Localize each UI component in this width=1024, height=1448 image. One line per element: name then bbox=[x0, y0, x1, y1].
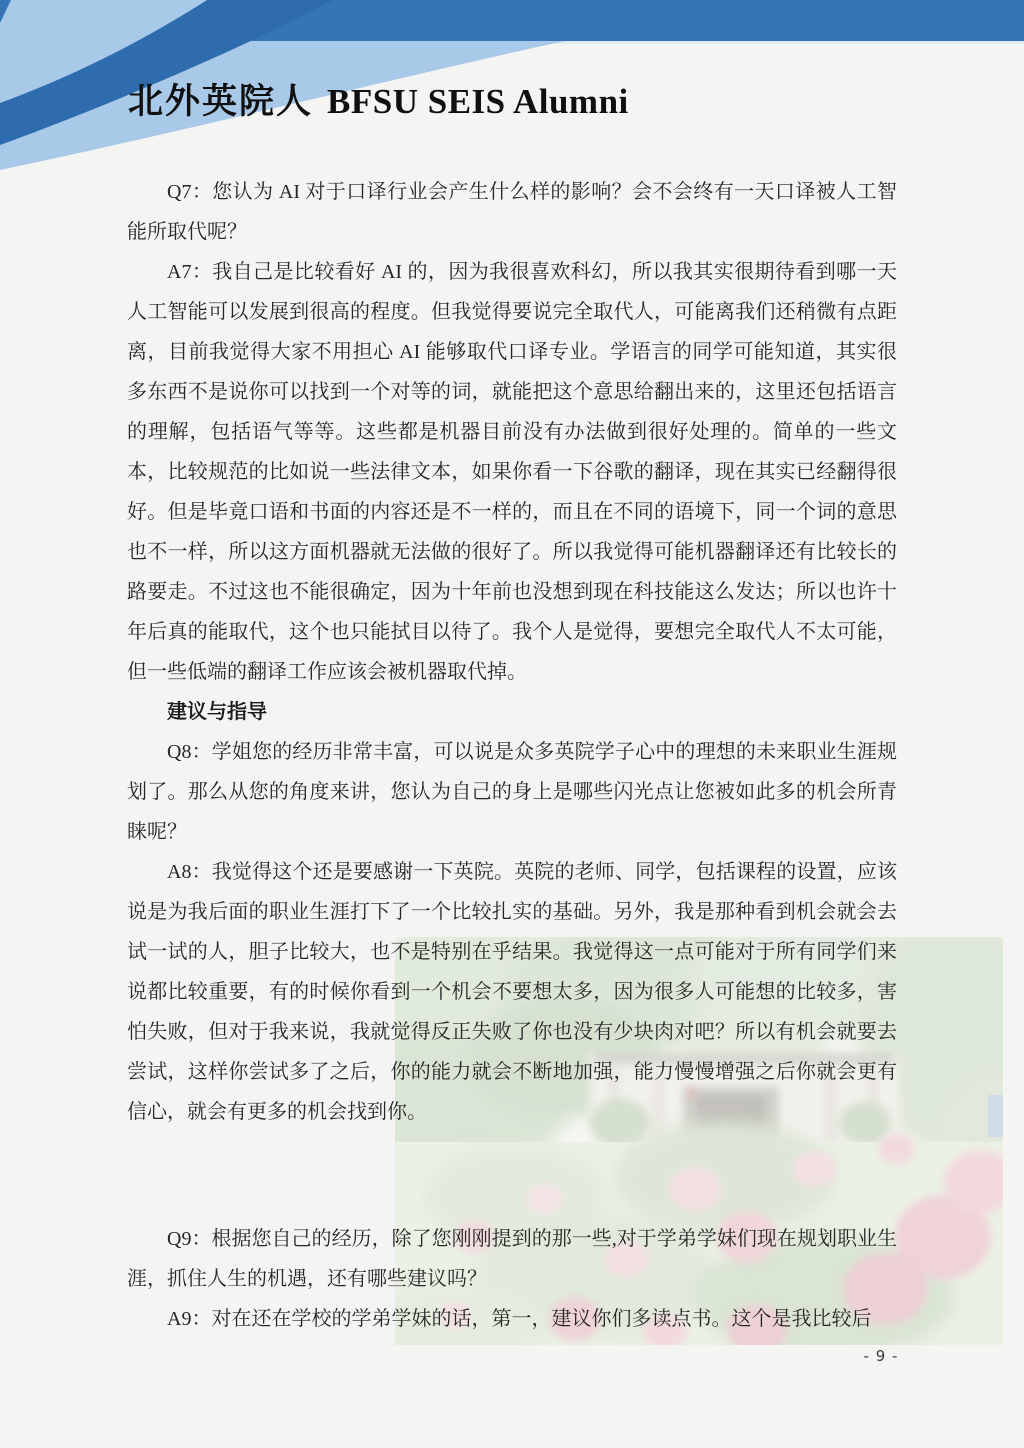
paragraph-a7: A7：我自己是比较看好 AI 的，因为我很喜欢科幻，所以我其实很期待看到哪一天人工智能可以发展到很高的程度。但我觉得要说完全取代人，可能离我们还稍微有点距离，目前我觉得大家不用担心 AI 能够取代口译专业。学语言的同学可能知道，其实很多东西不是说你可以找到一个对等的词，就能把这个意思给翻出来的，这里还包括语言的理解，包括语气等等。这些都是机器目前没有办法做到很好处理的。简单的一些文本，比较规范的比如说一些法律文本，如果你看一下谷歌的翻译，现在其实已经翻得很好。但是毕竟口语和书面的内容还是不一样的，而且在不同的语境下，同一个词的意思也不一样，所以这方面机器就无法做的很好了。所以我觉得可能机器翻译还有比较长的路要走。不过这也不能很确定，因为十年前也没想到现在科技能这么发达；所以也许十年后真的能取代，这个也只能拭目以待了。我个人是觉得，要想完全取代人不太可能，但一些低端的翻译工作应该会被机器取代掉。 bbox=[127, 261, 897, 683]
section-heading: 建议与指导 bbox=[167, 701, 267, 723]
page-title-chinese: 北外英院人 bbox=[128, 82, 314, 121]
paragraph-q9: Q9：根据您自己的经历，除了您刚刚提到的那一些,对于学弟学妹们现在规划职业生涯，抓住人生的机遇，还有哪些建议吗？ bbox=[127, 1228, 897, 1290]
paragraph-a8: A8：我觉得这个还是要感谢一下英院。英院的老师、同学，包括课程的设置，应该说是为我后面的职业生涯打下了一个比较扎实的基础。另外，我是那种看到机会就会去试一试的人，胆子比较大，也不是特别在乎结果。我觉得这一点可能对于所有同学们来说都比较重要，有的时候你看到一个机会不要想太多，因为很多人可能想的比较多，害怕失败，但对于我来说，我就觉得反正失败了你也没有少块肉对吧？所以有机会就要去尝试，这样你尝试多了之后，你的能力就会不断地加强，能力慢慢增强之后你就会更有信心，就会有更多的机会找到你。 bbox=[127, 861, 897, 1123]
article-body bbox=[127, 172, 897, 1339]
seis-sign: SEIS bbox=[695, 1102, 745, 1119]
page-title bbox=[128, 74, 629, 121]
page-title-english: BFSU SEIS Alumni bbox=[327, 82, 629, 121]
page-number: - 9 - bbox=[863, 1347, 899, 1365]
paragraph-q7: Q7：您认为 AI 对于口译行业会产生什么样的影响？会不会终有一天口译被人工智能所取代呢？ bbox=[127, 181, 897, 243]
paragraph-a9: A9：对在还在学校的学弟学妹的话，第一，建议你们多读点书。这个是我比较后 bbox=[167, 1308, 872, 1330]
paragraph-q8: Q8：学姐您的经历非常丰富，可以说是众多英院学子心中的理想的未来职业生涯规划了。那么从您的角度来讲，您认为自己的身上是哪些闪光点让您被如此多的机会所青睐呢？ bbox=[127, 741, 897, 843]
